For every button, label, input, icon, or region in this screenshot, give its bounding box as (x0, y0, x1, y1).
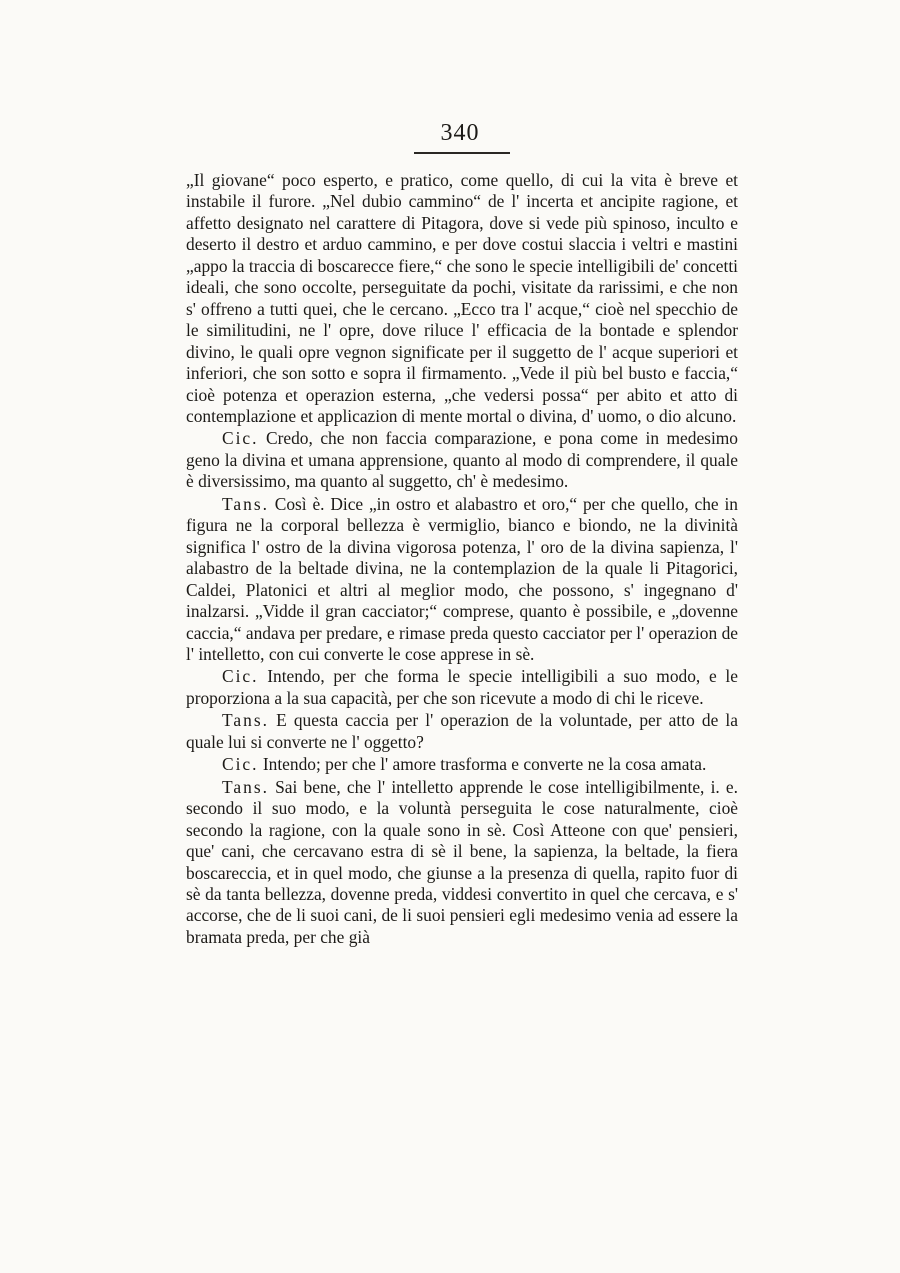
paragraph (186, 666, 738, 709)
paragraph-text: Intendo; per che l' amore trasforma e converte ne la cosa amata. (262, 754, 707, 775)
paragraph-text: Così è. Dice „in ostro et alabastro et oro,“ per che quello, che in figura ne la corporal bellezza è vermiglio, bianco e biondo, ne la divinità significa l' ostro de la divina vigorosa potenza, l' oro de la divina sapienza, l' alabastro de la beltade divina, ne la contemplazion de la quale li Pitagorici, Caldei, Platonici et altri al meglior modo, che possono, s' ingegnano d' inalzarsi. „Vidde il gran cacciator;“ comprese, quanto è possibile, e „dovenne caccia,“ andava per predare, e rimase preda questo cacciator per l' operazion de l' intelletto, con cui converte le cose apprese in sè. (186, 493, 738, 664)
speaker-label: Cic. (222, 754, 259, 775)
paragraph-text: Intendo, per che forma le specie intelligibili a suo modo, e le proporziona a la sua capacità, per che son ricevute a modo di chi le riceve. (186, 666, 738, 708)
paragraph-text: „Il giovane“ poco esperto, e pratico, come quello, di cui la vita è breve et instabile il furore. „Nel dubio cammino“ de l' incerta et ancipite ragione, et affetto designato nel carattere di Pitagora, dove si vede più spinoso, inculto e deserto il destro et arduo cammino, e per dove costui slaccia i veltri e mastini „appo la traccia di boscarecce fiere,“ che sono le specie intelligibili de' concetti ideali, che sono occolte, perseguitate da pochi, visitate da rarissimi, e che non s' offreno a tutti quei, che le cercano. „Ecco tra l' acque,“ cioè nel specchio de le similitudini, ne l' opre, dove riluce l' efficacia de la bontade e splendor divino, le quali opre vegnon significate per il suggetto de l' acque superiori et inferiori, che son sotto e sopra il firmamento. „Vede il più bel busto e faccia,“ cioè potenza et operazion esterna, „che vedersi possa“ per abito et atto di contemplazione et applicazion di mente mortal o divina, d' uomo, o dio alcuno. (186, 170, 738, 426)
paragraph (186, 170, 738, 427)
paragraph-text: Sai bene, che l' intelletto apprende le cose intelligibilmente, i. e. secondo il suo modo, e la voluntà perseguita le cose naturalmente, cioè secondo la ragione, con la quale sono in sè. Così Atteone con que' pensieri, que' cani, che cercavano estra di sè il bene, la sapienza, la beltade, la fiera boscareccia, et in quel modo, che giunse a la presenza di quella, rapito fuor di sè da tanta bellezza, dovenne preda, viddesi convertito in quel che cercava, e s' accorse, che de li suoi cani, de li suoi pensieri egli medesimo venia ad essere la bramata preda, per che già (186, 776, 738, 947)
paragraph-text: E questa caccia per l' operazion de la voluntade, per atto de la quale lui si converte ne l' oggetto? (186, 710, 738, 752)
body-text (186, 170, 738, 949)
paragraph-text: Credo, che non faccia comparazione, e pona come in medesimo geno la divina et umana apprensione, quanto al modo di comprendere, il quale è diversissimo, ma quanto al suggetto, ch' è medesimo. (186, 428, 738, 492)
speaker-label: Cic. (222, 666, 259, 687)
speaker-label: Cic. (222, 428, 259, 449)
paragraph (186, 494, 738, 666)
header-rule (414, 152, 510, 154)
speaker-label: Tans. (222, 710, 269, 731)
paragraph (186, 710, 738, 753)
page-number: 340 (440, 120, 480, 146)
speaker-label: Tans. (222, 776, 269, 797)
speaker-label: Tans. (222, 493, 269, 514)
paragraph (186, 428, 738, 492)
paragraph (186, 754, 738, 775)
paragraph (186, 777, 738, 949)
